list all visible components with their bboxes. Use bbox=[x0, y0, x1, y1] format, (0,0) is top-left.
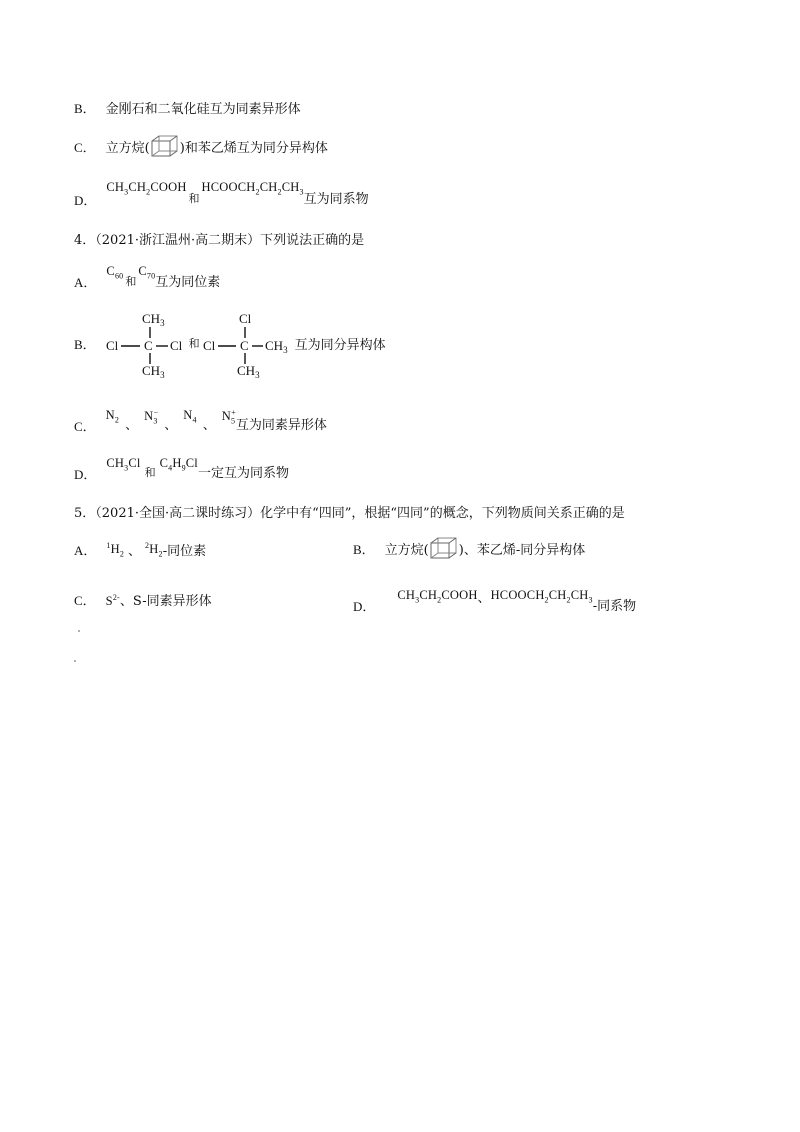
option-letter: A． bbox=[74, 275, 97, 290]
option-text-post: 互为同分异构体 bbox=[294, 337, 386, 353]
svg-text:Cl: Cl bbox=[238, 311, 251, 326]
formula-propyl-formate: $HCOOCH_2CH_2CH_3$ bbox=[201, 180, 304, 197]
and-text: 和 bbox=[144, 465, 156, 479]
option-text: 金刚石和二氧化硅互为同素异形体 bbox=[105, 102, 301, 117]
formula-n3-minus: $N_3^-$ bbox=[144, 407, 159, 426]
option-text-post: -同系物 bbox=[592, 599, 637, 614]
q5-option-d bbox=[353, 584, 636, 615]
svg-text:C: C bbox=[239, 338, 249, 353]
separator: 、 bbox=[202, 418, 216, 433]
svg-text:CH3: $CH_3$ bbox=[141, 311, 165, 328]
option-letter: B． bbox=[353, 541, 375, 557]
formula-propyl-formate: $HCOOCH_2CH_2CH_3$ bbox=[490, 588, 593, 605]
option-letter: D． bbox=[74, 193, 97, 208]
option-text-post: 互为同系物 bbox=[303, 192, 369, 207]
q5-option-a bbox=[74, 540, 206, 559]
q3-option-b bbox=[74, 98, 301, 117]
svg-text:CH3: $CH_3$ bbox=[236, 363, 260, 378]
option-text: $S^{2-}$、S-同素异形体 bbox=[105, 592, 212, 609]
option-letter: C． bbox=[74, 139, 96, 155]
question-stem: 5．（2021·全国·高二课时练习）化学中有“四同”，根据“四同”的概念，下列物质间关系正确的是 bbox=[74, 506, 625, 521]
svg-text:C: C bbox=[143, 338, 153, 353]
q5-option-c bbox=[74, 590, 212, 609]
q5-option-b bbox=[353, 536, 585, 560]
formula-n5-plus: $N_5^+$ bbox=[221, 407, 236, 426]
cubane-icon bbox=[429, 536, 459, 560]
option-text-pre: 立方烷( bbox=[105, 140, 150, 156]
option-text-post: 互为同素异形体 bbox=[235, 418, 327, 433]
option-letter: D． bbox=[74, 467, 97, 482]
formula-1h2: $^1H_2$ bbox=[106, 540, 125, 559]
separator: 、 bbox=[128, 544, 142, 559]
formula-propanoic-acid: $CH_3CH_2COOH$ bbox=[397, 588, 478, 605]
svg-text:Cl: Cl bbox=[105, 338, 118, 353]
and-text: 和 bbox=[188, 191, 200, 205]
option-letter: D． bbox=[353, 599, 376, 614]
and-text: 和 bbox=[188, 337, 200, 350]
separator: 、 bbox=[477, 591, 491, 606]
and-text: 和 bbox=[125, 274, 137, 288]
option-text-post: 互为同位素 bbox=[155, 275, 221, 290]
q4-option-c bbox=[74, 404, 327, 435]
q3-option-c bbox=[74, 134, 328, 158]
dichloro-structure-2 bbox=[203, 308, 295, 378]
svg-text:Cl: Cl bbox=[169, 338, 182, 353]
option-letter: B． bbox=[74, 101, 96, 116]
q4-option-b bbox=[74, 308, 386, 378]
stray-mark bbox=[78, 630, 80, 632]
option-text-pre: 立方烷( bbox=[384, 542, 429, 558]
formula-2h2: $^2H_2$ bbox=[145, 540, 163, 559]
option-letter: A． bbox=[74, 543, 97, 558]
formula-n4: $N_4$ bbox=[183, 408, 197, 425]
option-text-post: )和苯乙烯互为同分异构体 bbox=[179, 140, 328, 156]
svg-text:CH3: $CH_3$ bbox=[264, 338, 288, 355]
svg-text:Cl: Cl bbox=[202, 338, 215, 353]
option-text-post: 一定互为同系物 bbox=[197, 466, 289, 481]
option-letter: B． bbox=[74, 336, 96, 352]
separator: 、 bbox=[164, 418, 178, 433]
dichloro-structure-1 bbox=[106, 308, 186, 378]
option-text-post: )、苯乙烯-同分异构体 bbox=[458, 542, 586, 558]
q4-option-a bbox=[74, 262, 220, 291]
stray-mark bbox=[74, 660, 76, 662]
option-text-post: -同位素 bbox=[162, 544, 207, 559]
svg-text:CH3: $CH_3$ bbox=[141, 363, 165, 378]
question-stem: 4．（2021·浙江温州·高二期末）下列说法正确的是 bbox=[74, 233, 365, 248]
formula-c60: $C_{60}$ bbox=[106, 264, 124, 281]
formula-c70: $C_{70}$ bbox=[138, 264, 156, 281]
option-letter: C． bbox=[74, 419, 96, 434]
q4-stem bbox=[74, 229, 364, 248]
formula-c4h9cl: $C_4H_9Cl$ bbox=[159, 456, 198, 473]
option-letter: C． bbox=[74, 593, 96, 608]
formula-n2: $N_2$ bbox=[105, 408, 120, 425]
q3-option-d bbox=[74, 176, 369, 209]
separator: 、 bbox=[125, 418, 139, 433]
cubane-icon bbox=[150, 134, 180, 158]
q4-option-d bbox=[74, 452, 289, 483]
q5-stem bbox=[74, 502, 625, 521]
formula-propanoic-acid: $CH_3CH_2COOH$ bbox=[106, 180, 187, 197]
formula-ch3cl: $CH_3Cl$ bbox=[106, 456, 141, 473]
